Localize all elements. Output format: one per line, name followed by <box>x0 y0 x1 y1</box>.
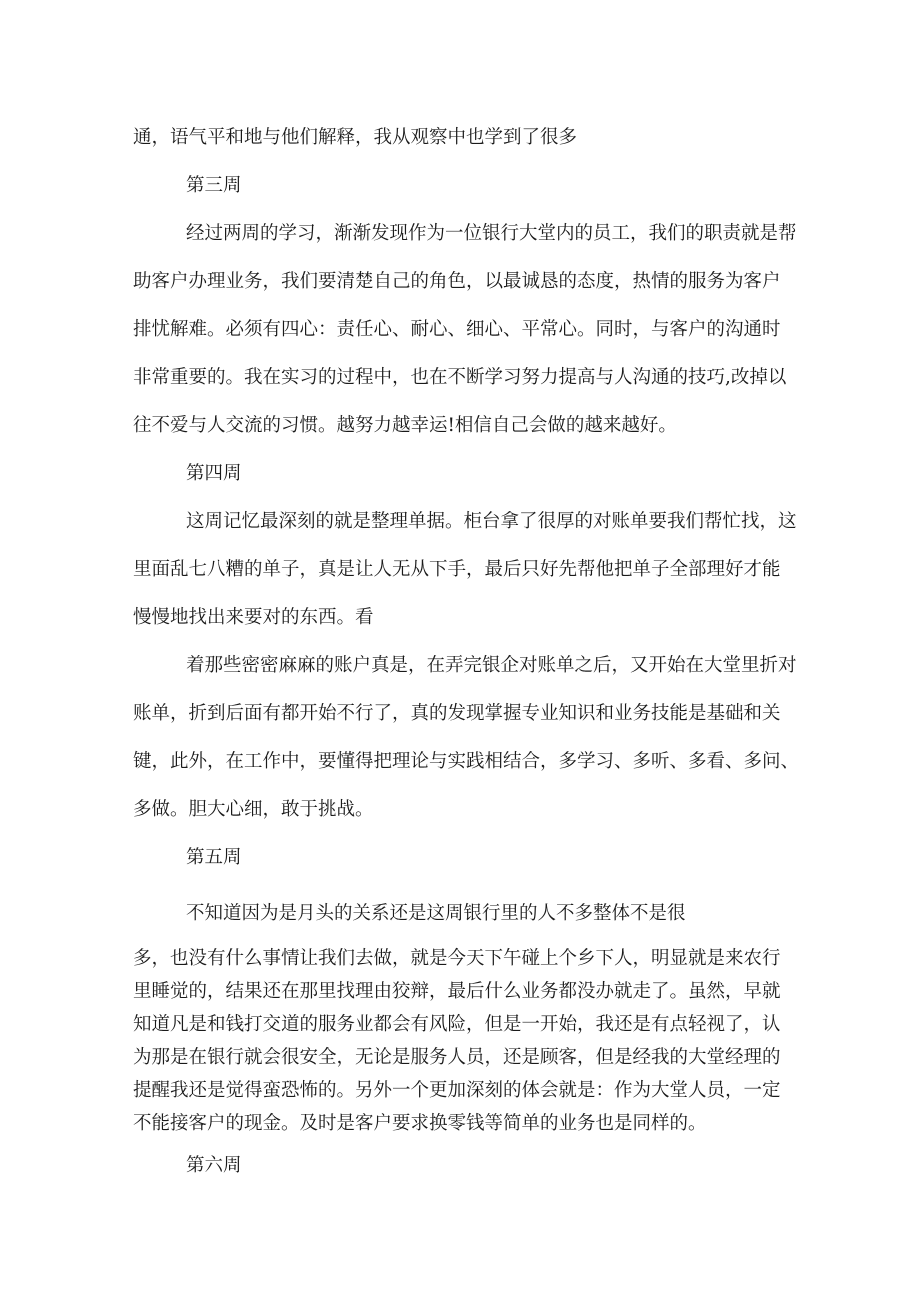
text-line: 不能接客户的现金。及时是客户要求换零钱等简单的业务也是同样的。 <box>133 1113 707 1134</box>
section-heading-week-3: 第三周 <box>186 175 242 196</box>
text-line: 不知道因为是月头的关系还是这周银行里的人不多整体不是很 <box>186 903 686 924</box>
text-line: 这周记忆最深刻的就是整理单据。柜台拿了很厚的对账单要我们帮忙找，这 <box>186 511 797 532</box>
text-line: 知道凡是和钱打交道的服务业都会有风险，但是一开始，我还是有点轻视了，认 <box>133 1014 781 1035</box>
text-line: 提醒我还是觉得蛮恐怖的。另外一个更加深刻的体会就是：作为大堂人员，一定 <box>133 1080 781 1101</box>
text-line: 助客户办理业务，我们要清楚自己的角色，以最诚恳的态度，热情的服务为客户 <box>133 271 781 292</box>
section-heading-week-6: 第六周 <box>186 1155 242 1176</box>
section-heading-week-5: 第五周 <box>186 847 242 868</box>
text-line: 慢慢地找出来要对的东西。看 <box>133 607 374 628</box>
text-line: 非常重要的。我在实习的过程中，也在不断学习努力提高与人沟通的技巧,改掉以 <box>133 367 787 388</box>
text-line: 里面乱七八糟的单子，真是让人无从下手，最后只好先帮他把单子全部理好才能 <box>133 559 781 580</box>
text-line: 为那是在银行就会很安全，无论是服务人员，还是顾客，但是经我的大堂经理的 <box>133 1047 781 1068</box>
text-line: 着那些密密麻麻的账户真是，在弄完银企对账单之后，又开始在大堂里折对 <box>186 655 797 676</box>
text-line: 账单，折到后面有都开始不行了，真的发现掌握专业知识和业务技能是基础和关 <box>133 703 781 724</box>
text-line: 排忧解难。必须有四心：责任心、耐心、细心、平常心。同时，与客户的沟通时 <box>133 319 781 340</box>
text-line: 里睡觉的，结果还在那里找理由狡辩，最后什么业务都没办就走了。虽然，早就 <box>133 981 781 1002</box>
section-heading-week-4: 第四周 <box>186 463 242 484</box>
text-line: 多，也没有什么事情让我们去做，就是今天下午碰上个乡下人，明显就是来农行 <box>133 948 781 969</box>
text-line: 键，此外，在工作中，要懂得把理论与实践相结合，多学习、多听、多看、多问、 <box>133 751 800 772</box>
text-line: 往不爱与人交流的习惯。越努力越幸运!相信自己会做的越来越好。 <box>133 415 677 436</box>
text-line: 多做。胆大心细，敢于挑战。 <box>133 799 374 820</box>
text-line: 通，语气平和地与他们解释，我从观察中也学到了很多 <box>133 127 578 148</box>
text-line: 经过两周的学习，渐渐发现作为一位银行大堂内的员工，我们的职责就是帮 <box>186 223 797 244</box>
